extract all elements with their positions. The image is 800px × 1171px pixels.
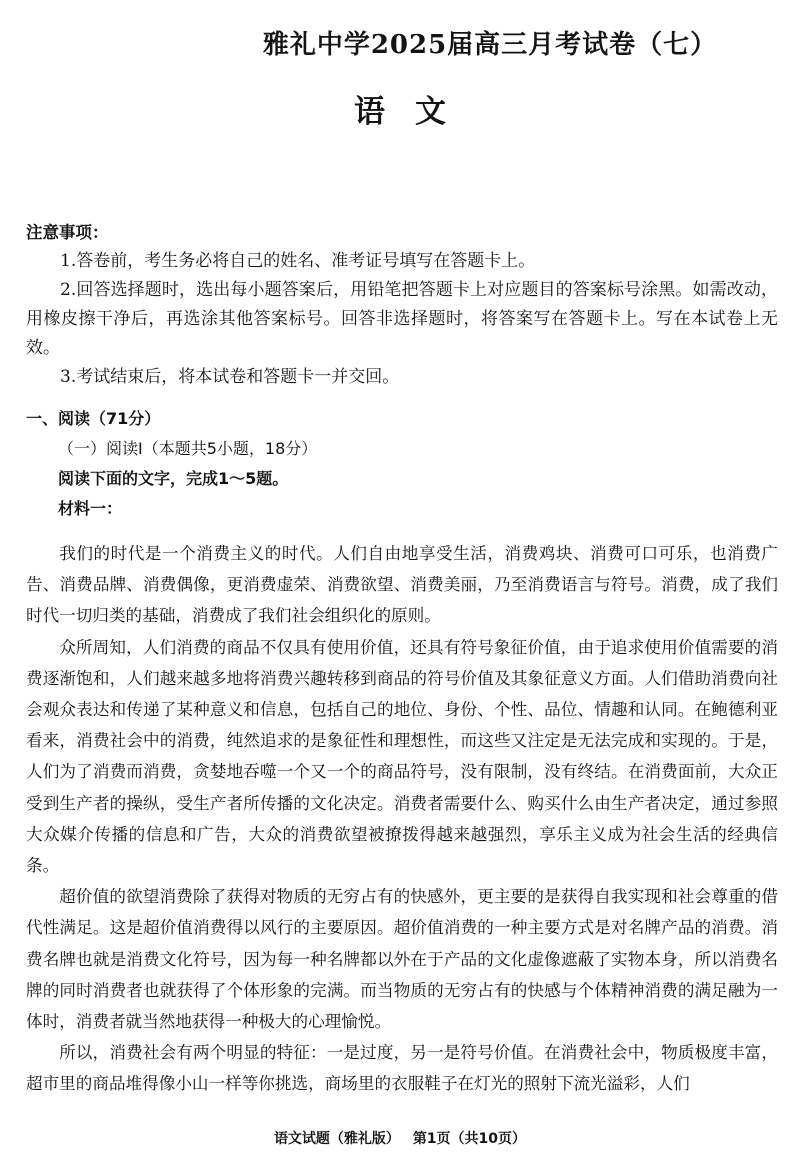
material-text — [26, 538, 778, 1100]
reading-instruction: 阅读下面的文字，完成1～5题。 — [58, 469, 289, 488]
material-paragraph-3: 超价值的欲望消费除了获得对物质的无穷占有的快感外，更主要的是获得自我实现和社会尊重的借代性满足。这是超价值消费得以风行的主要原因。超价值消费的一种主要方式是对名牌产品的消费。消费名牌也就是消费文化符号，因为每一种名牌都以外在于产品的文化虚像遮蔽了实物本身，所以消费名牌的同时消费者也就获得了个体形象的完满。而当物质的无穷占有的快感与个体精神消费的满足融为一体时，消费者就当然地获得一种极大的心理愉悦。 — [26, 887, 778, 1032]
subject-title: 语文 — [354, 94, 476, 130]
material-paragraph-4: 所以，消费社会有两个明显的特征：一是过度，另一是符号价值。在消费社会中，物质极度丰富，超市里的商品堆得像小山一样等你挑选，商场里的衣服鞋子在灯光的照射下流光溢彩，人们 — [26, 1043, 778, 1094]
footer-page-info: 第1页（共10页） — [412, 1131, 527, 1147]
notice-item-3: 3.考试结束后，将本试卷和答题卡一并交回。 — [60, 367, 400, 387]
exam-title: 雅礼中学2025届高三月考试卷（七） — [262, 30, 718, 60]
notice-section — [26, 218, 778, 392]
material-paragraph-1: 我们的时代是一个消费主义的时代。人们自由地享受生活，消费鸡块、消费可口可乐，也消费广告、消费品牌、消费偶像，更消费虚荣、消费欲望、消费美丽，乃至消费语言与符号。消费，成了我们时代一切归类的基础，消费成了我们社会组织化的原则。 — [26, 544, 778, 626]
material-paragraph-2: 众所周知，人们消费的商品不仅具有使用价值，还具有符号象征价值，由于追求使用价值需要的消费逐渐饱和，人们越来越多地将消费兴趣转移到商品的符号价值及其象征意义方面。人们借助消费向社会观众表达和传递了某种意义和信息，包括自己的地位、身份、个性、品位、情趣和认同。在鲍德利亚看来，消费社会中的消费，纯然追求的是象征性和理想性，而这些又注定是无法完成和实现的。于是，人们为了消费而消费，贪婪地吞噬一个又一个的商品符号，没有限制，没有终结。在消费面前，大众正受到生产者的操纵，受生产者所传播的文化决定。消费者需要什么、购买什么由生产者决定，通过参照大众媒介传播的信息和广告，大众的消费欲望被撩拨得越来越强烈，享乐主义成为社会生活的经典信条。 — [26, 637, 778, 876]
page-footer — [0, 1128, 800, 1148]
section-heading: 一、阅读（71分） — [26, 409, 161, 428]
notice-heading: 注意事项： — [26, 223, 109, 242]
notice-item-2: 2.回答选择题时，选出每小题答案后，用铅笔把答题卡上对应题目的答案标号涂黑。如需改动，用橡皮擦干净后，再选涂其他答案标号。回答非选择题时，将答案写在答题卡上。写在本试卷上无效。 — [26, 280, 778, 358]
reading-section-header — [26, 404, 778, 524]
sub-heading: （一）阅读Ⅰ（本题共5小题，18分） — [58, 439, 318, 458]
notice-item-1: 1.答卷前，考生务必将自己的姓名、准考证号填写在答题卡上。 — [60, 251, 536, 271]
footer-exam-name: 语文试题（雅礼版） — [273, 1131, 400, 1147]
material-label: 材料一： — [58, 499, 123, 518]
